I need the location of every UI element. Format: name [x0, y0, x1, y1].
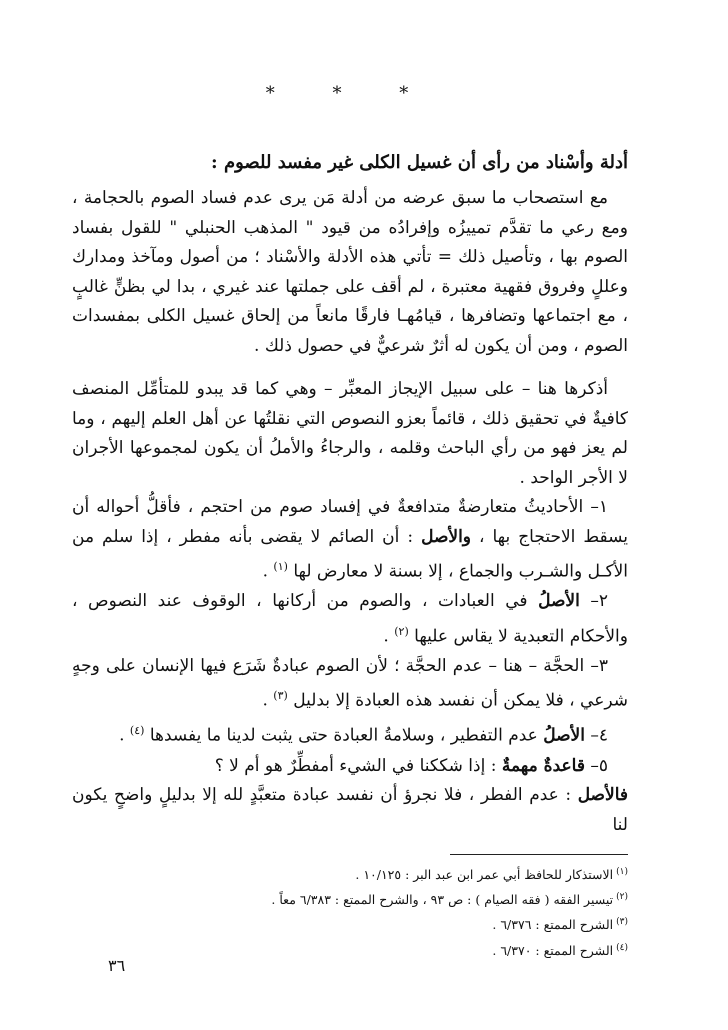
item-text: عدم التفطير ، وسلامةُ العبادة حتى يثبت لدينا ما يفسدها [149, 726, 544, 747]
item-end: . [262, 690, 274, 711]
list-item-4 [72, 716, 628, 751]
item-keyword: والأصل [421, 526, 472, 547]
footnote-ref: (٤) [129, 724, 145, 738]
item-end: . [119, 726, 130, 747]
item-text: ١– الأحاديثُ متعارضةٌ متدافعةٌ في إفساد صوم من احتجم ، فأقلُّ أحواله أن يسقط الاحتجاج بها ، [72, 497, 628, 547]
item-text: في العبادات ، والصوم من أركانها ، الوقوف عند النصوص ، والأحكام التعبدية لا يقاس عليها [72, 591, 628, 647]
footnotes [72, 861, 628, 962]
item-text: : إذا شككنا في الشيء أمفطِّرٌ هو أم لا ؟ [214, 755, 502, 776]
item-text: ٢– [579, 591, 609, 612]
intro-paragraph: مع استصحاب ما سبق عرضه من أدلة مَن يرى عدم فساد الصوم بالحجامة ، ومع رعي ما تقدَّم تمييزُه وإفرادُه من قيود " المذهب الحنبلي " للقول بفساد الصوم بها ، وتأصيل ذلك = تأتي هذه الأدلة والأسْناد ؛ من أصول ومآخذ ومدارك وعللٍ وفروق فقهية معتبرة ، لم أقف على جملتها عند غيري ، بدا لي بظنٍّ غالبٍ ، مع اجتماعها وتضافرها ، قيامُهـا فارقًا مانعاً من إلحاق غسيل الكلى بمفسدات الصوم ، ومن أن يكون له أثرٌ شرعيٌّ في حصول ذلك . [72, 188, 628, 356]
item-end: . [383, 626, 395, 647]
list-item-1 [72, 493, 628, 587]
list-item-5 [72, 752, 628, 782]
page-body [72, 82, 628, 962]
closing-paragraph [72, 781, 628, 840]
item-text: : أن الصائم لا يقضى بأنه مفطر ، إذا سلم من الأكـل والشـرب والجماع ، إلا بسنة لا معارض لها [72, 526, 628, 582]
footnote [72, 886, 628, 911]
item-keyword: الأصلُ [538, 591, 580, 612]
list-item-3 [72, 652, 628, 717]
section-title: أدلة وأسْناد من رأى أن غسيل الكلى غير مفسد للصوم : [211, 152, 628, 173]
footnote-text: الاستذكار للحافظ أبي عمر ابن عبد البر : ١٠/١٢٥ . [355, 867, 614, 883]
item-keyword: الأصلُ [543, 726, 585, 747]
item-keyword: قاعدةٌ مهمةٌ [501, 755, 585, 776]
footnote [72, 861, 628, 886]
footnote-text: الشرح الممتع : ٦/٣٧٠ . [492, 942, 614, 958]
footnote-ref: (١) [273, 560, 288, 573]
footnote [72, 937, 628, 962]
footnote-number: (١) [616, 867, 628, 878]
item-text: ٣– الحجَّة – هنا – عدم الحجَّة ؛ لأن الصوم عبادةٌ شَرَع فيها الإنسان على وجهٍ شرعي ، فلا يمكن أن نفسد هذه العبادة إلا بدليل [72, 655, 628, 711]
list-item-2 [72, 587, 628, 652]
item-text: ٥– [584, 755, 608, 776]
page-number: ٣٦ [108, 956, 126, 975]
section-divider-stars: * * * [265, 83, 435, 104]
footnote-separator [450, 854, 628, 855]
closing-keyword: فالأصل [577, 785, 628, 806]
footnote-ref: (٣) [273, 689, 288, 703]
closing-text: : عدم الفطر ، فلا نجرؤ أن نفسد عبادة متعبَّدٍ لله إلا بدليلٍ واضحٍ يكون لنا [72, 785, 628, 835]
item-end: . [262, 561, 274, 582]
paragraph-gap [72, 361, 628, 375]
footnote-ref: (٢) [394, 624, 409, 638]
footnote-number: (٣) [616, 917, 628, 928]
item-text: ٤– [584, 726, 608, 747]
footnote-number: (٢) [616, 892, 628, 903]
footnote [72, 911, 628, 936]
footnote-number: (٤) [616, 942, 628, 953]
footnote-text: تيسير الفقه ( فقه الصيام ) : ص ٩٣ ، والشرح الممتع : ٦/٣٨٣ معاً . [271, 892, 614, 908]
footnote-text: الشرح الممتع : ٦/٣٧٦ . [492, 917, 614, 933]
body-paragraph: أذكرها هنا – على سبيل الإيجاز المعبِّر – وهي كما قد يبدو للمتأمِّل المنصف كافيةٌ في تحقيق ذلك ، قائماً بعزو النصوص التي نقلتُها عن أهل العلم إليهم ، وما لم يعز فهو من رأي الباحث وقلمه ، والرجاءُ والأملُ أن يكون لمجموعها الأجران لا الأجر الواحد . [72, 379, 628, 488]
